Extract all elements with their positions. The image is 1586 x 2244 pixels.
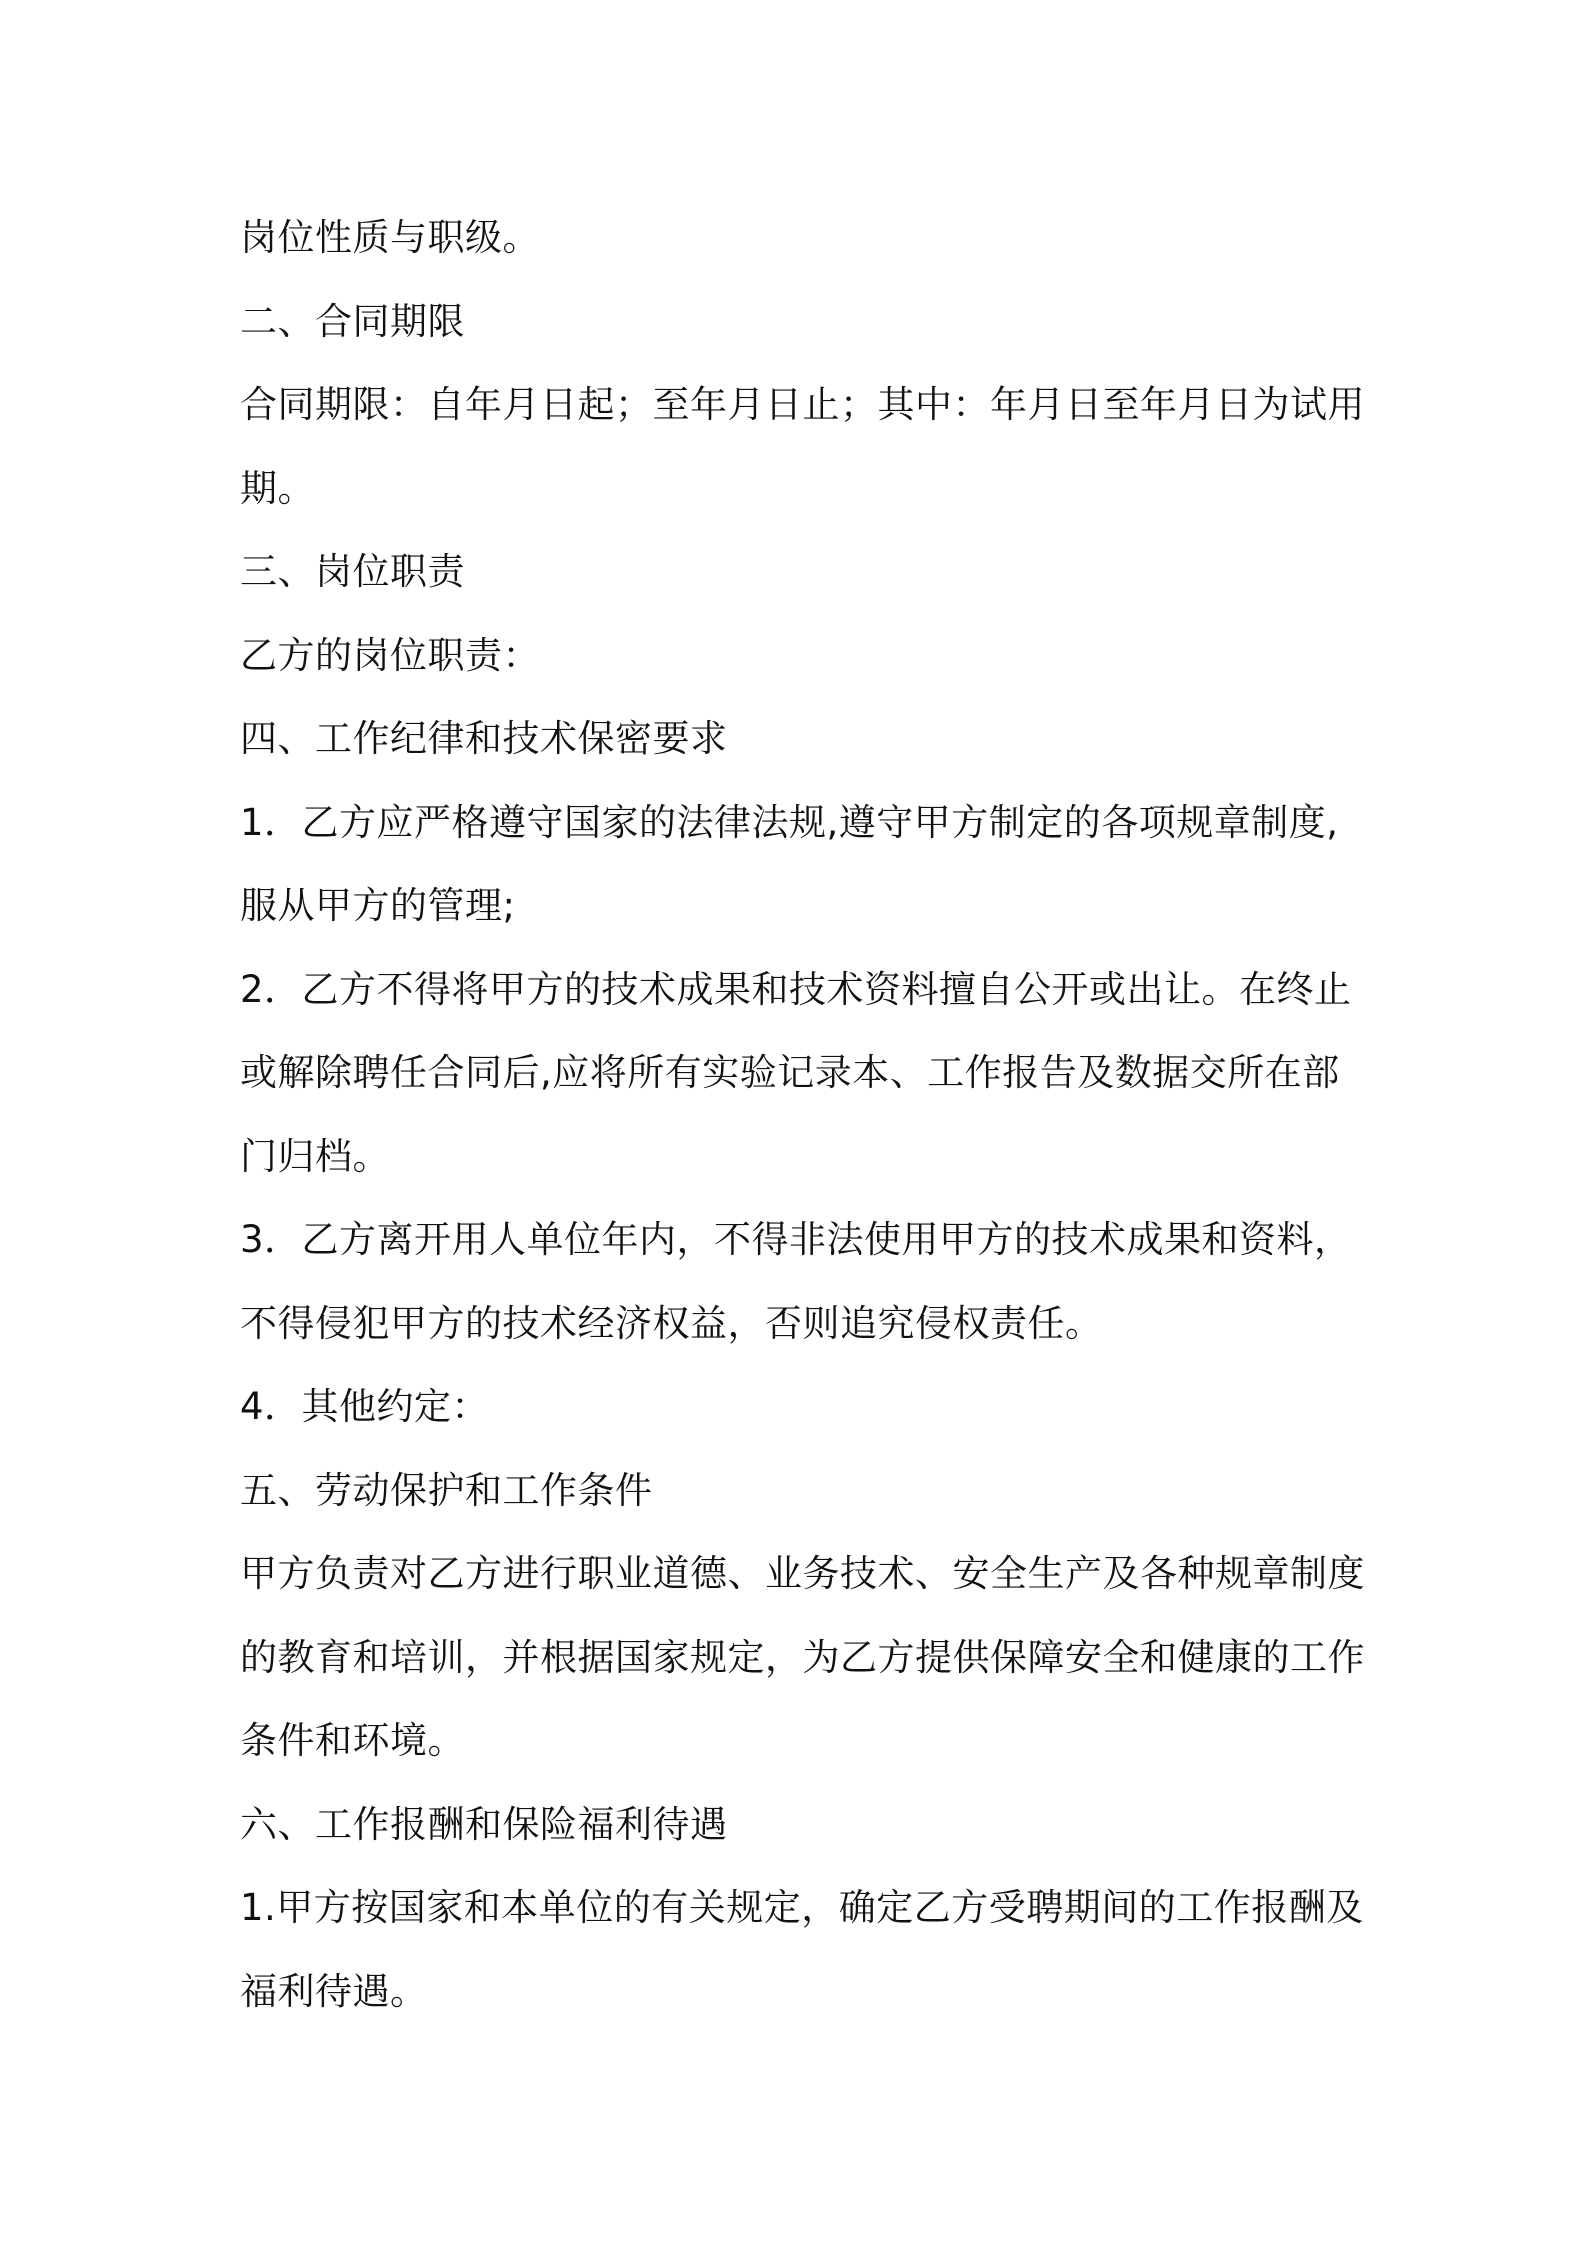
text-line: 服从甲方的管理; xyxy=(240,884,516,927)
text-line: 乙方的岗位职责： xyxy=(240,633,540,677)
text-line: 条件和环境。 xyxy=(240,1719,465,1762)
text-line: 2．乙方不得将甲方的技术成果和技术资料擅自公开或出让。在终止 xyxy=(240,967,1352,1011)
text-line: 4．其他约定： xyxy=(240,1385,490,1428)
document-body xyxy=(240,196,1365,2033)
text-line: 门归档。 xyxy=(240,1134,390,1178)
section-heading: 三、岗位职责 xyxy=(240,550,465,593)
text-line: 福利待遇。 xyxy=(240,1969,428,2013)
text-line: 或解除聘任合同后,应将所有实验记录本、工作报告及数据交所在部 xyxy=(240,1051,1340,1094)
text-line: 1．乙方应严格遵守国家的法律法规,遵守甲方制定的各项规章制度, xyxy=(240,800,1339,844)
text-line: 合同期限：自年月日起；至年月日止；其中：年月日至年月日为试用 xyxy=(240,383,1365,426)
text-line: 的教育和培训，并根据国家规定，为乙方提供保障安全和健康的工作 xyxy=(240,1635,1365,1679)
text-line: 岗位性质与职级。 xyxy=(240,216,540,259)
text-line: 不得侵犯甲方的技术经济权益，否则追究侵权责任。 xyxy=(240,1301,1103,1345)
text-line: 3．乙方离开用人单位年内，不得非法使用甲方的技术成果和资料， xyxy=(240,1218,1352,1261)
section-heading: 五、劳动保护和工作条件 xyxy=(240,1468,653,1512)
text-line: 期。 xyxy=(240,466,315,510)
text-line: 甲方负责对乙方进行职业道德、业务技术、安全生产及各种规章制度 xyxy=(240,1552,1365,1595)
section-heading: 四、工作纪律和技术保密要求 xyxy=(240,717,728,760)
section-heading: 六、工作报酬和保险福利待遇 xyxy=(240,1802,728,1846)
text-line: 1.甲方按国家和本单位的有关规定，确定乙方受聘期间的工作报酬及 xyxy=(240,1886,1364,1929)
section-heading: 二、合同期限 xyxy=(240,299,465,343)
